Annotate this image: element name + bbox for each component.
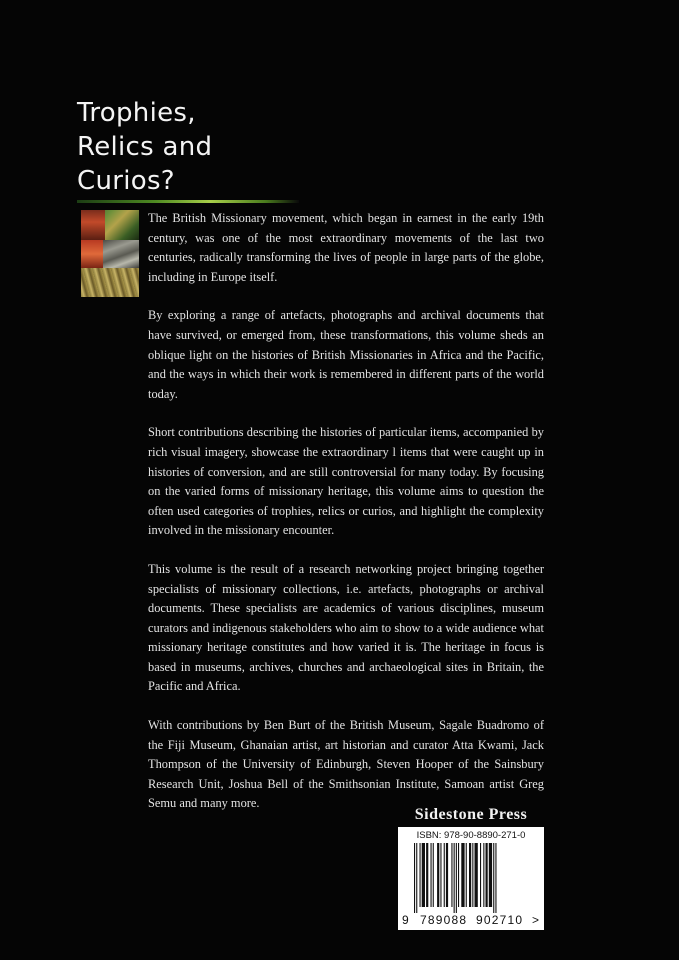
image-collage-strip	[81, 210, 139, 297]
barcode-quiet-mark: >	[532, 913, 540, 927]
barcode-bar	[456, 843, 457, 913]
blurb-paragraph: This volume is the result of a research networking project bringing together specialists of missionary collections, i.e. artefacts, photographs or archival documents. These specialists are academics of various disciplines, museum curators and indigenous stakeholders who aim to show to a wide audience what missionary heritage constitutes and how varied it is. The heritage in focus is based in museums, archives, churches and archaeological sites in Britain, the Pacific and Africa.	[148, 561, 544, 694]
barcode-bar	[426, 843, 428, 907]
barcode-bar	[483, 843, 484, 907]
blurb-paragraph: Short contributions describing the histories of particular items, accompanied by rich visual imagery, showcase the extraordinary l items that were caught up in histories of conversion, and are still controversial for many today. By focusing on the varied forms of missionary heritage, this volume aims to question the often used categories of trophies, relics or curios, and highlight the complexity involved in the missionary encounter.	[148, 425, 544, 538]
barcode-bar	[466, 843, 467, 907]
barcode-bar	[422, 843, 425, 907]
isbn-label: ISBN: 978-90-8890-271-0	[416, 830, 526, 841]
barcode-left-group: 789088	[420, 913, 468, 927]
barcode-bar	[433, 843, 434, 907]
blurb-paragraph: With contributions by Ben Burt of the British Museum, Sagale Buadromo of the Fiji Museum, Ghanaian artist, art historian and curator Atta Kwami, Jack Thompson of the University of Edinburgh, Steven Hooper of the Sainsbury Research Unit, Joshua Bell of the Smithsonian Institute, Samoan artist Greg Semu and many more.	[148, 718, 544, 811]
barcode-bar	[475, 843, 478, 907]
collage-tile-weave	[81, 268, 139, 297]
barcode-bar	[461, 843, 464, 907]
title-line-3: Curios?	[77, 166, 175, 196]
publisher-name: Sidestone Press	[414, 806, 528, 823]
barcode-bar	[420, 843, 421, 907]
isbn-barcode	[398, 827, 544, 930]
title-divider	[77, 200, 299, 203]
book-title	[77, 96, 377, 198]
barcode-bar	[472, 843, 473, 907]
barcode-bar	[486, 843, 488, 907]
barcode-bar	[489, 843, 492, 907]
title-line-1: Trophies,	[77, 98, 196, 128]
barcode-bar	[416, 843, 417, 913]
barcode-bar	[480, 843, 481, 907]
blurb-text	[148, 209, 544, 833]
barcode-bar	[458, 843, 459, 907]
barcode-bar	[431, 843, 432, 907]
barcode-bar	[446, 843, 448, 907]
barcode-bar	[493, 843, 494, 913]
barcode-first-digit: 9	[402, 913, 409, 927]
barcode-bar	[444, 843, 445, 907]
barcode-bar	[451, 843, 452, 907]
blurb-paragraph: The British Missionary movement, which began in earnest in the early 19th century, was one of the most extraordinary movements of the last two centuries, radically transforming the lives of people in large parts of the globe, including in Europe itself.	[148, 211, 544, 284]
barcode-bar	[495, 843, 496, 913]
barcode-right-group: 902710	[476, 913, 524, 927]
collage-tile-stone	[103, 240, 139, 268]
barcode-bar	[454, 843, 455, 913]
title-line-2: Relics and	[77, 132, 213, 162]
barcode-bars	[412, 843, 532, 913]
barcode-bar	[469, 843, 471, 907]
barcode-bar	[437, 843, 439, 907]
barcode-bar	[414, 843, 415, 913]
collage-tile-red-leaf	[81, 210, 105, 240]
collage-tile-red	[81, 240, 103, 268]
blurb-paragraph: By exploring a range of artefacts, photographs and archival documents that have survived, or emerged from, these transformations, this volume sheds an oblique light on the histories of British Missionaries in Africa and the Pacific, and the ways in which their work is remembered in different parts of the world today.	[148, 308, 544, 401]
barcode-bar	[440, 843, 441, 907]
